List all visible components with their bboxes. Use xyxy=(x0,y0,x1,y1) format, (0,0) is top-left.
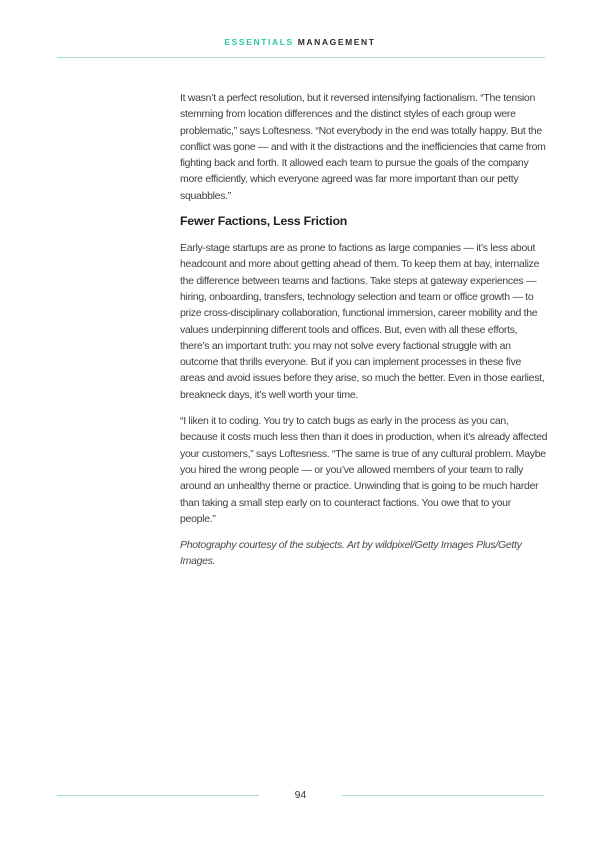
footer-rule-right xyxy=(342,795,544,796)
page-number: 94 xyxy=(294,789,307,801)
section-heading: Fewer Factions, Less Friction xyxy=(180,214,348,229)
masthead xyxy=(0,37,600,47)
category-label: MANAGEMENT xyxy=(297,37,376,47)
article-paragraph-1: It wasn’t a perfect resolution, but it reversed intensifying factionalism. “The tension stemming from location differences and the distinct styles of each group were problematic,” says Loftesness. “Not everybody in the end was totally happy. But the conflict was gone — and with it the distractions and the inefficiencies that came from fighting back and forth. It allowed each team to pursue the goals of the company more efficiently, which everyone agreed was far more important than our petty squabbles.” xyxy=(180,92,546,202)
page-footer xyxy=(57,790,544,801)
article-paragraph-2: Early-stage startups are as prone to factions as large companies — it’s less about headcount and more about getting ahead of them. To keep them at bay, internalize the difference between teams and factions. Take steps at gateway experiences — hiring, onboarding, transfers, technology selection and team or office growth — to prize cross-disciplinary collaboration, functional immersion, career mobility and the values underpinning different tools and offices. But, even with all these efforts, there’s an important truth: you may not solve every factional struggle with an outcome that thrills everyone. But if you can implement processes in these five areas and avoid issues before they arise, so much the better. Even in those earliest, breakneck days, it’s well worth your time. xyxy=(180,242,545,401)
section-label: ESSENTIALS xyxy=(224,37,294,47)
article-body xyxy=(180,90,548,580)
footer-rule-left xyxy=(57,795,259,796)
header-rule xyxy=(57,57,545,58)
article-paragraph-3: “I liken it to coding. You try to catch bugs as early in the process as you can, because it costs much less then than it does in production, when it’s already affected your customers,” says Loftesness. “The same is true of any cultural problem. Maybe you hired the wrong people — or you’ve allowed members of your team to rally around an unhealthy theme or practice. Unwinding that is going to be much harder than taking a small step early on to counteract factions. You owe that to your people.” xyxy=(180,415,548,525)
photo-credit: Photography courtesy of the subjects. Art by wildpixel/Getty Images Plus/Getty Images. xyxy=(180,539,522,568)
